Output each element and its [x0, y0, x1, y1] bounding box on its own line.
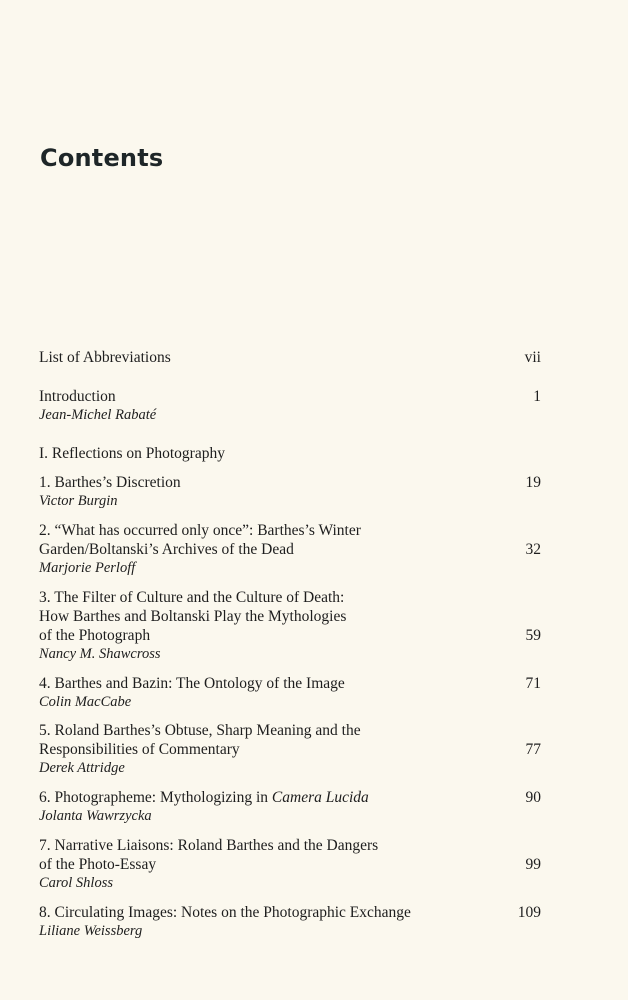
entry-page-number: vii: [524, 349, 541, 366]
entry-page-number: 1: [533, 388, 541, 405]
entry-title: 8. Circulating Images: Notes on the Photographic Exchange: [39, 904, 411, 921]
entry-page-number: 71: [525, 675, 541, 692]
entry-title-line-1: 7. Narrative Liaisons: Roland Barthes and the Dangers: [39, 837, 379, 854]
entry-title: 1. Barthes’s Discretion: [39, 474, 181, 491]
entry-author: Victor Burgin: [39, 493, 118, 509]
toc-entry-5: [39, 721, 541, 777]
entry-title: 4. Barthes and Bazin: The Ontology of the Image: [39, 675, 345, 692]
entry-page-number: 99: [525, 856, 541, 873]
entry-title: [39, 788, 511, 807]
toc-part-heading: [39, 444, 541, 463]
entry-author: Marjorie Perloff: [39, 560, 136, 576]
entry-title-line-1: 2. “What has occurred only once”: Barthes’s Winter: [39, 522, 361, 539]
entry-page-number: 90: [525, 789, 541, 806]
entry-author: Derek Attridge: [39, 760, 125, 776]
part-title: I. Reflections on Photography: [39, 445, 225, 462]
entry-title-line-3: of the Photograph: [39, 627, 151, 644]
entry-title-line-2: of the Photo-Essay: [39, 856, 157, 873]
entry-page-number: 59: [525, 627, 541, 644]
entry-page-number: 32: [525, 541, 541, 558]
toc-entry-introduction: [39, 387, 541, 424]
toc-entry-8: [39, 903, 541, 940]
entry-title-line-1: 5. Roland Barthes’s Obtuse, Sharp Meaning and the: [39, 722, 361, 739]
entry-author: Jean-Michel Rabaté: [39, 407, 157, 423]
entry-page-number: 77: [525, 741, 541, 758]
toc-entry-3: [39, 588, 541, 663]
entry-title-line-1: 3. The Filter of Culture and the Culture of Death:: [39, 589, 345, 606]
entry-page-number: 109: [517, 904, 541, 921]
toc-entry-abbreviations: [39, 348, 541, 367]
toc-entry-6: [39, 788, 541, 825]
toc-entry-4: [39, 674, 541, 711]
toc-entry-7: [39, 836, 541, 892]
entry-title: Introduction: [39, 388, 116, 405]
page-title: Contents: [40, 144, 164, 172]
entry-author: Liliane Weissberg: [39, 923, 143, 939]
entry-title-line-2: Garden/Boltanski’s Archives of the Dead: [39, 541, 294, 558]
entry-title-line-2: Responsibilities of Commentary: [39, 741, 240, 758]
entry-title-line-2: How Barthes and Boltanski Play the Mythologies: [39, 608, 347, 625]
entry-title-text: 6. Photographeme: Mythologizing in: [39, 789, 272, 806]
entry-author: Jolanta Wawrzycka: [39, 808, 152, 824]
entry-page-number: 19: [525, 474, 541, 491]
entry-author: Nancy M. Shawcross: [39, 646, 161, 662]
toc-entry-2: [39, 521, 541, 577]
entry-author: Colin MacCabe: [39, 694, 132, 710]
toc-entry-1: [39, 473, 541, 510]
entry-author: Carol Shloss: [39, 875, 113, 891]
entry-title-italic: Camera Lucida: [271, 789, 369, 806]
entry-title: List of Abbreviations: [39, 349, 171, 366]
